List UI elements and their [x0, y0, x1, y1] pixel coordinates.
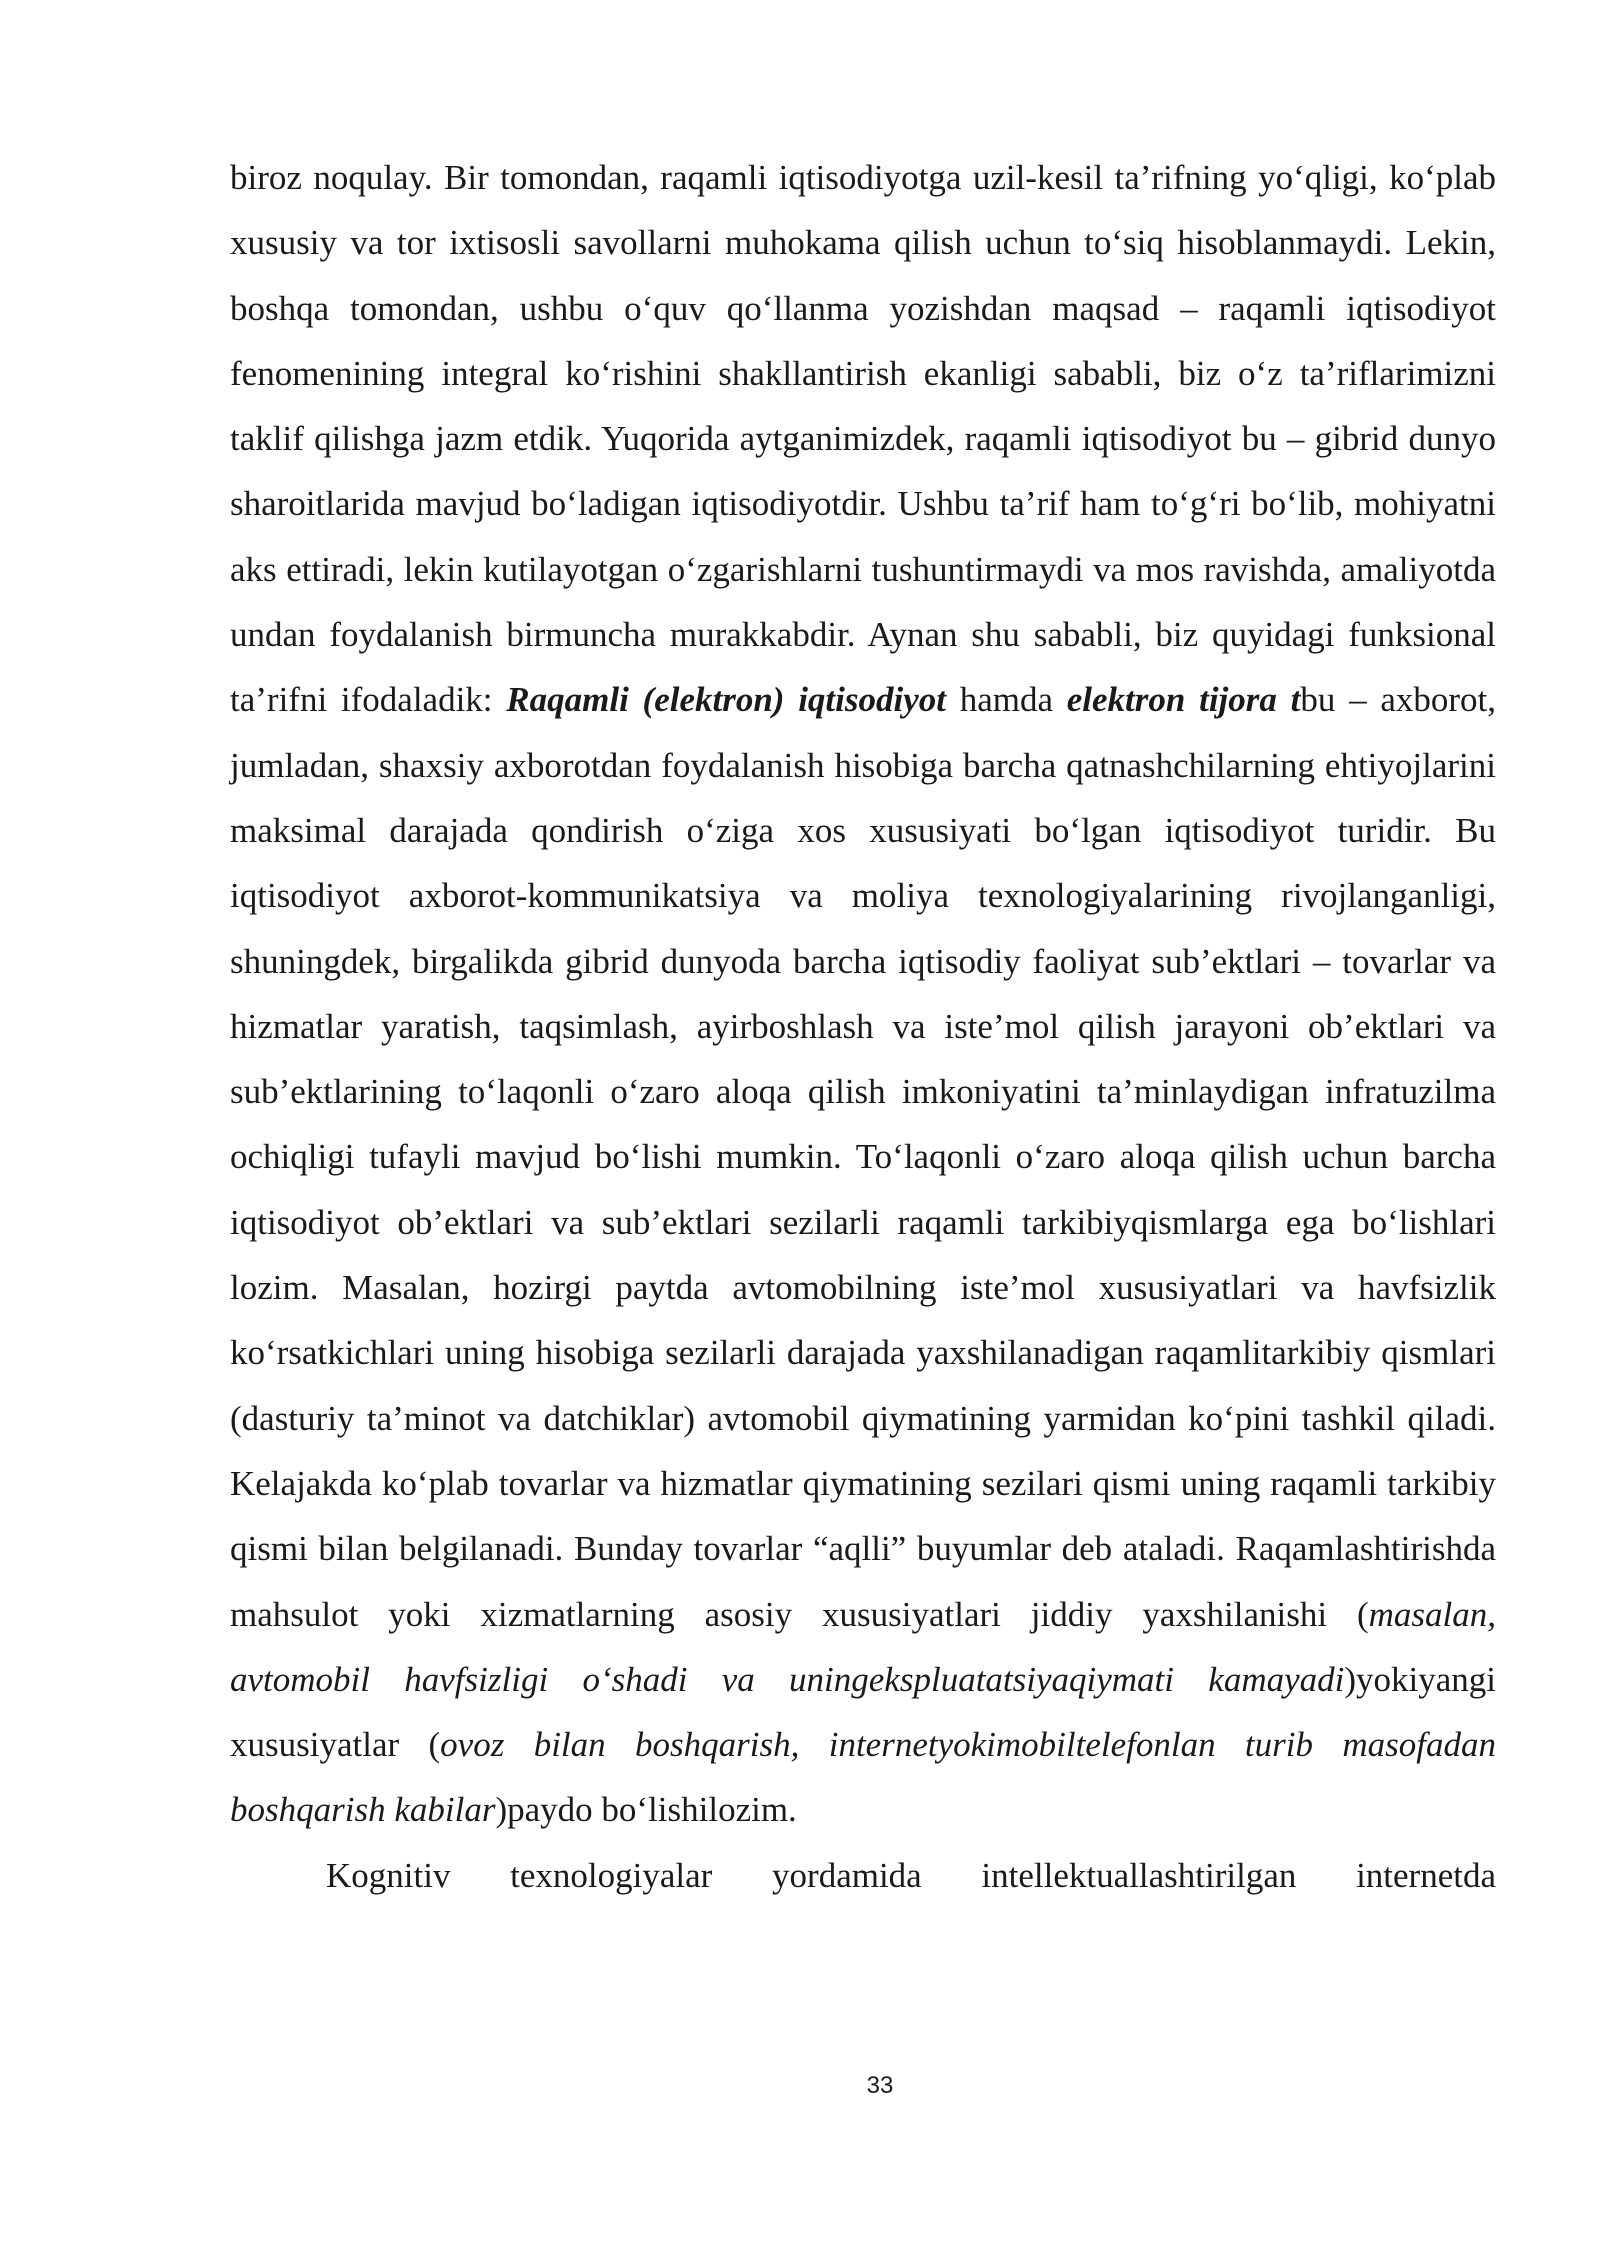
- page-number: 33: [866, 2072, 894, 2099]
- term-e-commerce: elektron tijora t: [1066, 680, 1301, 720]
- paragraph: [230, 145, 1496, 1843]
- body-text: [230, 145, 1496, 1908]
- text-run: biroz noqulay. Bir tomondan, raqamli iqtisodiyotga uzil-kesil ta’rifning yo‘qligi, ko‘plab xususiy va tor ixtisosli savollarni muhokama qilish uchun to‘siq hisoblanmaydi. Lekin, boshqa tomondan, ushbu o‘quv qo‘llanma yozishdan maqsad – raqamli iqtisodiyot fenomenining integral ko‘rishini shakllantirish ekanligi sababli, biz o‘z ta’riflarimizni taklif qilishga jazm etdik. Yuqorida aytganimizdek, raqamli iqtisodiyot bu – gibrid dunyo sharoitlarida mavjud bo‘ladigan iqtisodiyotdir. Ushbu ta’rif ham to‘g‘ri bo‘lib, mohiyatni aks ettiradi, lekin kutilayotgan o‘zgarishlarni tushuntirmaydi va mos ravishda, amaliyotda undan foydalanish birmuncha murakkabdir. Aynan shu sababli, biz quyidagi funksional ta’rifni ifodaladik:: [230, 158, 1496, 720]
- term-digital-economy: Raqamli (elektron) iqtisodiyot: [506, 680, 946, 720]
- text-run: bu – axborot, jumladan, shaxsiy axborotdan foydalanish hisobiga barcha qatnashchilarning ehtiyojlarini maksimal darajada qondirish o‘ziga xos xususiyati bo‘lgan iqtisodiyot turidir. Bu iqtisodiyot axborot-kommunikatsiya va moliya texnologiyalarining rivojlanganligi, shuningdek, birgalikda gibrid dunyoda barcha iqtisodiy faoliyat sub’ektlari – tovarlar va hizmatlar yaratish, taqsimlash, ayirboshlash va iste’mol qilish jarayoni ob’ektlari va sub’ektlarining to‘laqonli o‘zaro aloqa qilish imkoniyatini ta’minlaydigan infratuzilma ochiqligi tufayli mavjud bo‘lishi mumkin. To‘laqonli o‘zaro aloqa qilish uchun barcha iqtisodiyot ob’ektlari va sub’ektlari sezilarli raqamli tarkibiyqismlarga ega bo‘lishlari lozim. Masalan, hozirgi paytda avtomobilning iste’mol xususiyatlari va havfsizlik ko‘rsatkichlari uning hisobiga sezilarli darajada yaxshilanadigan raqamlitarkibiy qismlari (dasturiy ta’minot va datchiklar) avtomobil qiymatining yarmidan ko‘pini tashkil qiladi. Kelajakda ko‘plab tovarlar va hizmatlar qiymatining sezilari qismi uning raqamli tarkibiy qismi bilan belgilanadi. Bunday tovarlar “aqlli” buyumlar deb ataladi. Raqamlashtirishda mahsulot yoki xizmatlarning asosiy xususiyatlari jiddiy yaxshilanishi (: [230, 680, 1497, 1634]
- text-run: )yokiyangi xususiyatlar (: [230, 1659, 1496, 1765]
- text-run: )paydo bo‘lishilozim.: [495, 1790, 797, 1830]
- text-run: hamda: [945, 680, 1067, 720]
- example-italic: masalan, avtomobil havfsizligi o‘shadi va uningekspluatatsiyaqiymati kamayadi: [230, 1594, 1496, 1699]
- example-italic: ovoz bilan boshqarish, internetyokimobiltelefonlan turib masofadan boshqarish kabilar: [230, 1725, 1496, 1830]
- paragraph: Kognitiv texnologiyalar yordamida intellektuallashtirilgan internetda: [326, 1855, 1496, 1895]
